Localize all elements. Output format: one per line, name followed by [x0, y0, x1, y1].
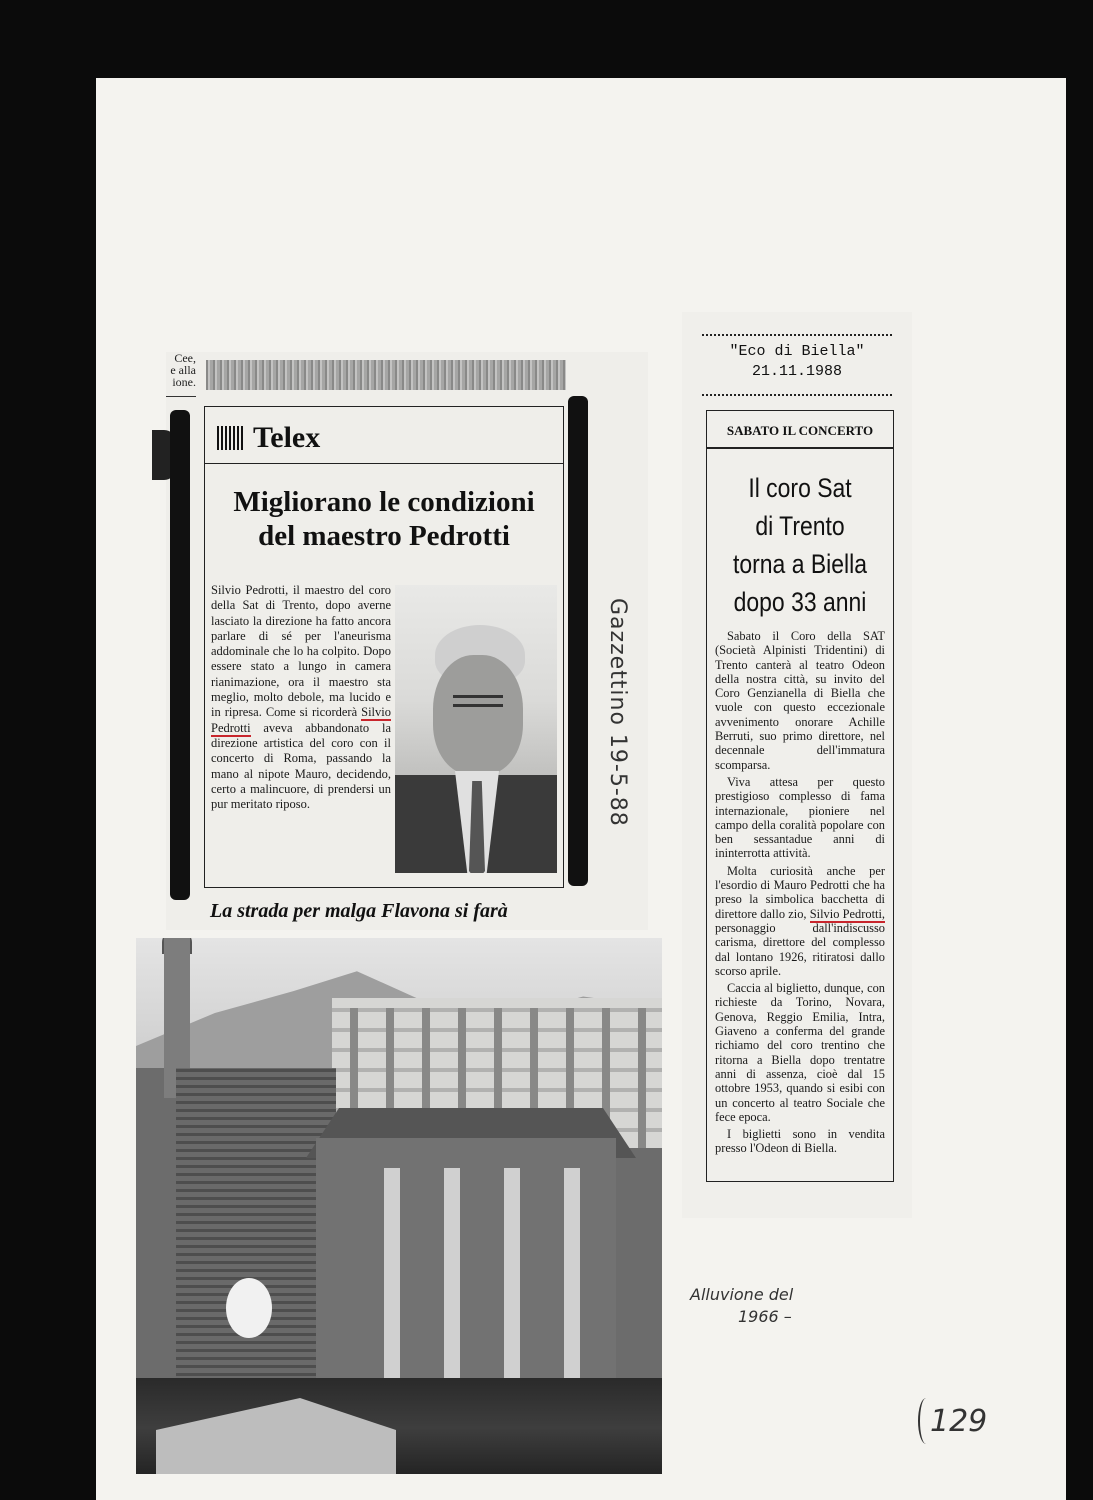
handwritten-photo-caption: Alluvione del 1966 – — [690, 1285, 794, 1326]
paragraph: Caccia al biglietto, dunque, con richieste da Torino, Novara, Genova, Reggio Emilia, Intra, Giaveno a conferma del grande richiamo del coro trentino che ritorna a Biella dopo trentatre anni di assenza, cioè dal 15 ottobre 1953, quando si esibi con un concerto al teatro Sociale che fece epoca. — [715, 981, 885, 1124]
article-body: Silvio Pedrotti, il maestro del coro della Sat di Trento, dopo averne lasciato la direzione ha fatto ancora parlare di sé per l'aneurisma addominale che lo ha colpito. Dopo essere stato a lungo in camera rianimazione, ora il maestro sta meglio, molto debole, ma lucido e in ripresa. Come si ricorderà Silvio Pedrotti aveva abbandonato la direzione artistica del coro con il concerto di Roma, passando la mano al nipote Mauro, decidendo, certo a malincuore, di prendersi un pur meritato riposo. — [211, 583, 391, 812]
source-stamp: "Eco di Biella" 21.11.1988 — [729, 343, 865, 380]
page-number: 129 — [930, 1404, 988, 1439]
top-photo-strip — [206, 360, 566, 390]
concert-article — [706, 410, 894, 1182]
paragraph: Molta curiosità anche per l'esordio di Mauro Pedrotti che ha preso la simbolica bacchetta di direttore dallo zio, Silvio Pedrotti, personaggio dall'indiscusso carisma, direttore del complesso dal lontano 1926, ritiratosi dallo scorso aprile. — [715, 863, 885, 978]
concert-body — [715, 629, 885, 1159]
telex-header — [217, 421, 320, 455]
concert-headline: Il coro Sat di Trento torna a Biella dopo 33 anni — [733, 473, 867, 617]
underlined-name: Silvio Pedrotti — [211, 705, 391, 735]
handwritten-source-note: Gazzettino 19-5-88 — [605, 598, 630, 827]
article-headline: Migliorano le condizioni del maestro Pedrotti — [233, 486, 535, 552]
newspaper-clipping-concert — [682, 312, 912, 1218]
paragraph: Sabato il Coro della SAT (Società Alpinisti Tridentini) di Trento canterà al teatro Odeon della nostra città, su invito del Coro Genzianella di Biella che vuole con questo eccezionale avvenimento onorare Achille Berruti, suo primo direttore, nel decennale dell'immatura scomparsa. — [715, 629, 885, 772]
top-fragment-text: Cee, e alla ione. — [170, 351, 196, 389]
kicker: SABATO IL CONCERTO — [726, 423, 874, 438]
paragraph: I biglietti sono in vendita presso l'Odeon di Biella. — [715, 1127, 885, 1156]
flood-photograph — [136, 938, 662, 1474]
telex-bars-icon — [217, 426, 245, 450]
clipping-bar-left — [170, 410, 190, 900]
underlined-name: Silvio Pedrotti, — [809, 906, 885, 921]
section-label: Telex — [253, 421, 321, 454]
telex-article — [204, 406, 564, 888]
portrait-photo — [395, 585, 557, 873]
paragraph: Viva attesa per questo prestigioso complesso di fama internazionale, pioniere nel campo della coralità popolare con ben sessantadue anni di ininterrotta attività. — [715, 774, 885, 861]
sub-headline: La strada per malga Flavona si farà — [210, 900, 508, 922]
clipping-bar-right — [568, 396, 588, 886]
